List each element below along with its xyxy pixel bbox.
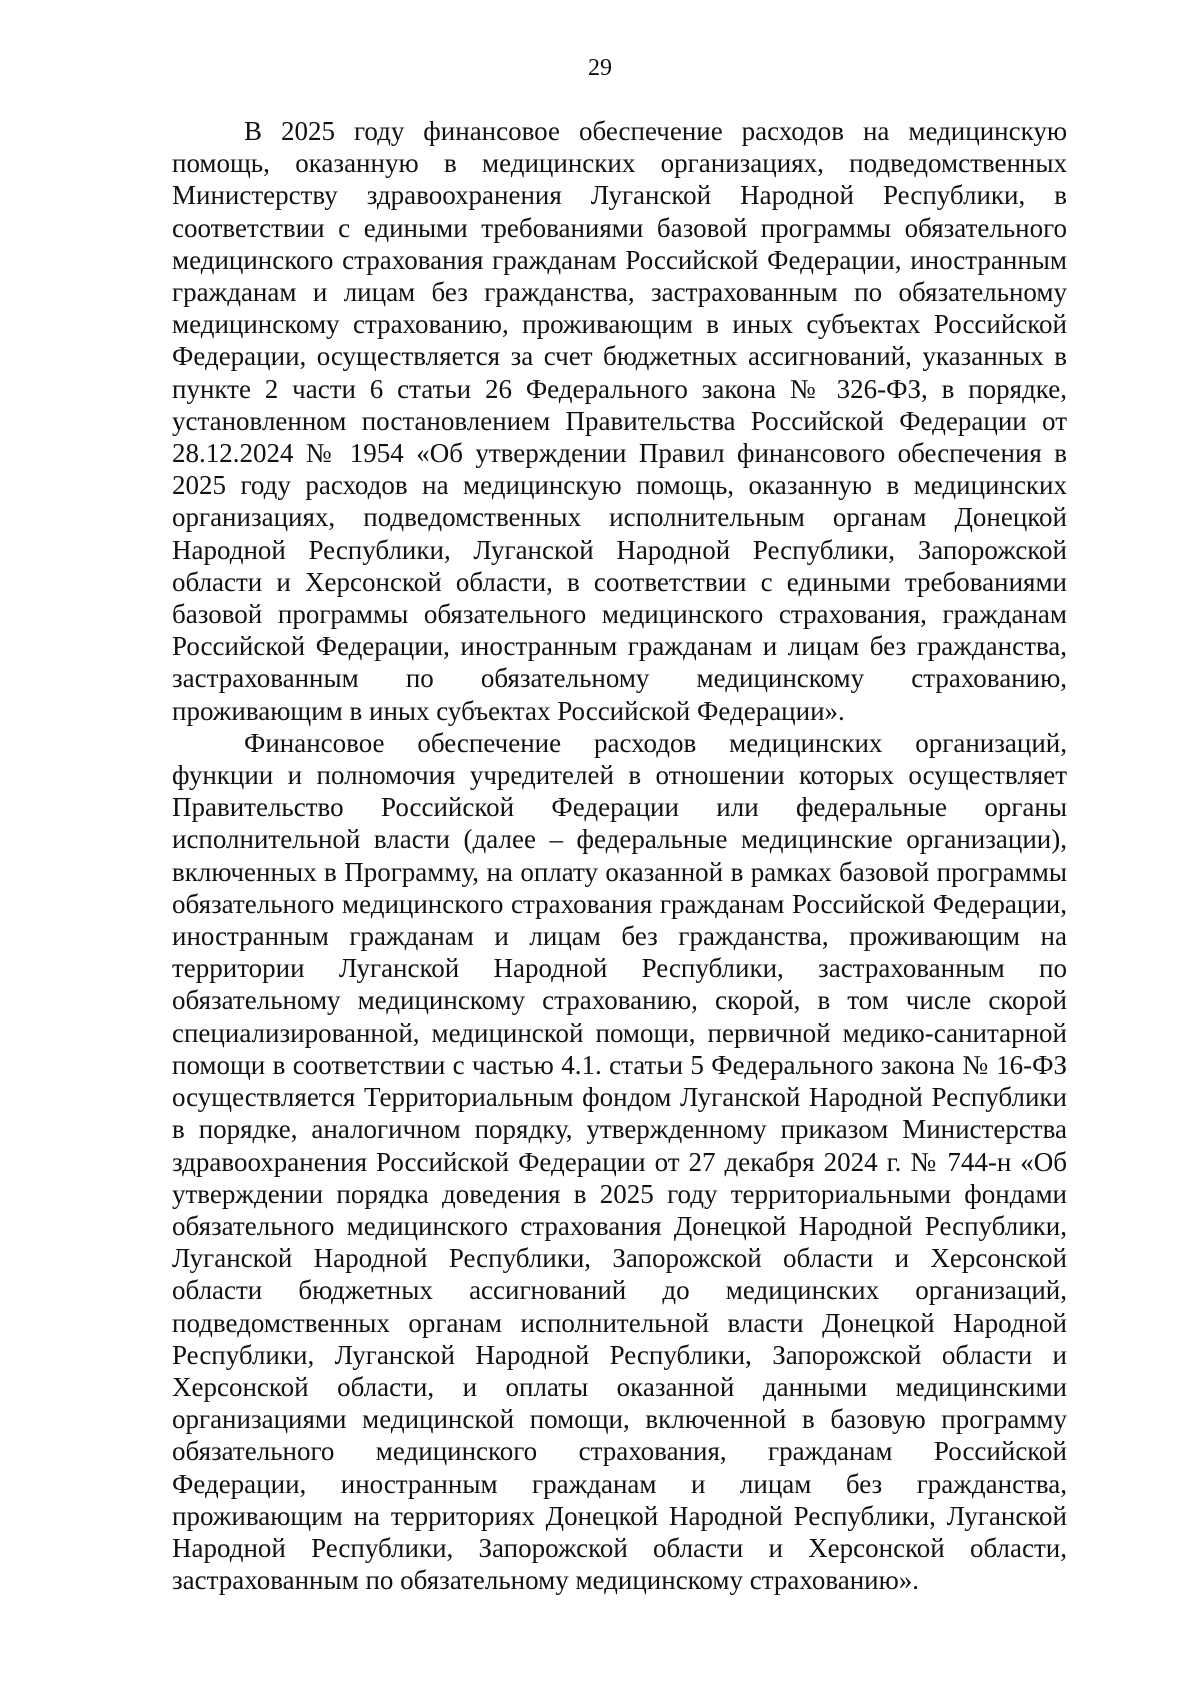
- page-number: 29: [588, 55, 612, 81]
- paragraph-financing-2025: В 2025 году финансовое обеспечение расходов на медицинскую помощь, оказанную в медицинских организациях, подведомственных Министерству здравоохранения Луганской Народной Республики, в соответствии с едиными требованиями базовой программы обязательного медицинского страхования гражданам Российской Федерации, иностранным гражданам и лицам без гражданства, застрахованным по обязательному медицинскому страхованию, проживающим в иных субъектах Российской Федерации, осуществляется за счет бюджетных ассигнований, указанных в пункте 2 части 6 статьи 26 Федерального закона № 326-ФЗ, в порядке, установленном постановлением Правительства Российской Федерации от 28.12.2024 № 1954 «Об утверждении Правил финансового обеспечения в 2025 году расходов на медицинскую помощь, оказанную в медицинских организациях, подведомственных исполнительным органам Донецкой Народной Республики, Луганской Народной Республики, Запорожской области и Херсонской области, в соответствии с едиными требованиями базовой программы обязательного медицинского страхования, гражданам Российской Федерации, иностранным гражданам и лицам без гражданства, застрахованным по обязательному медицинскому страхованию, проживающим в иных субъектах Российской Федерации».: [172, 116, 1067, 726]
- body-text: [172, 115, 1067, 1596]
- paragraph-federal-organizations: Финансовое обеспечение расходов медицинских организаций, функции и полномочия учредителей в отношении которых осуществляет Правительство Российской Федерации или федеральные органы исполнительной власти (далее – федеральные медицинские организации), включенных в Программу, на оплату оказанной в рамках базовой программы обязательного медицинского страхования гражданам Российской Федерации, иностранным гражданам и лицам без гражданства, проживающим на территории Луганской Народной Республики, застрахованным по обязательному медицинскому страхованию, скорой, в том числе скорой специализированной, медицинской помощи, первичной медико-санитарной помощи в соответствии с частью 4.1. статьи 5 Федерального закона № 16-ФЗ осуществляется Территориальным фондом Луганской Народной Республики в порядке, аналогичном порядку, утвержденному приказом Министерства здравоохранения Российской Федерации от 27 декабря 2024 г. № 744-н «Об утверждении порядка доведения в 2025 году территориальными фондами обязательного медицинского страхования Донецкой Народной Республики, Луганской Народной Республики, Запорожской области и Херсонской области бюджетных ассигнований до медицинских организаций, подведомственных органам исполнительной власти Донецкой Народной Республики, Луганской Народной Республики, Запорожской области и Херсонской области, и оплаты оказанной данными медицинскими организациями медицинской помощи, включенной в базовую программу обязательного медицинского страхования, гражданам Российской Федерации, иностранным гражданам и лицам без гражданства, проживающим на территориях Донецкой Народной Республики, Луганской Народной Республики, Запорожской области и Херсонской области, застрахованным по обязательному медицинскому страхованию».: [172, 727, 1067, 1596]
